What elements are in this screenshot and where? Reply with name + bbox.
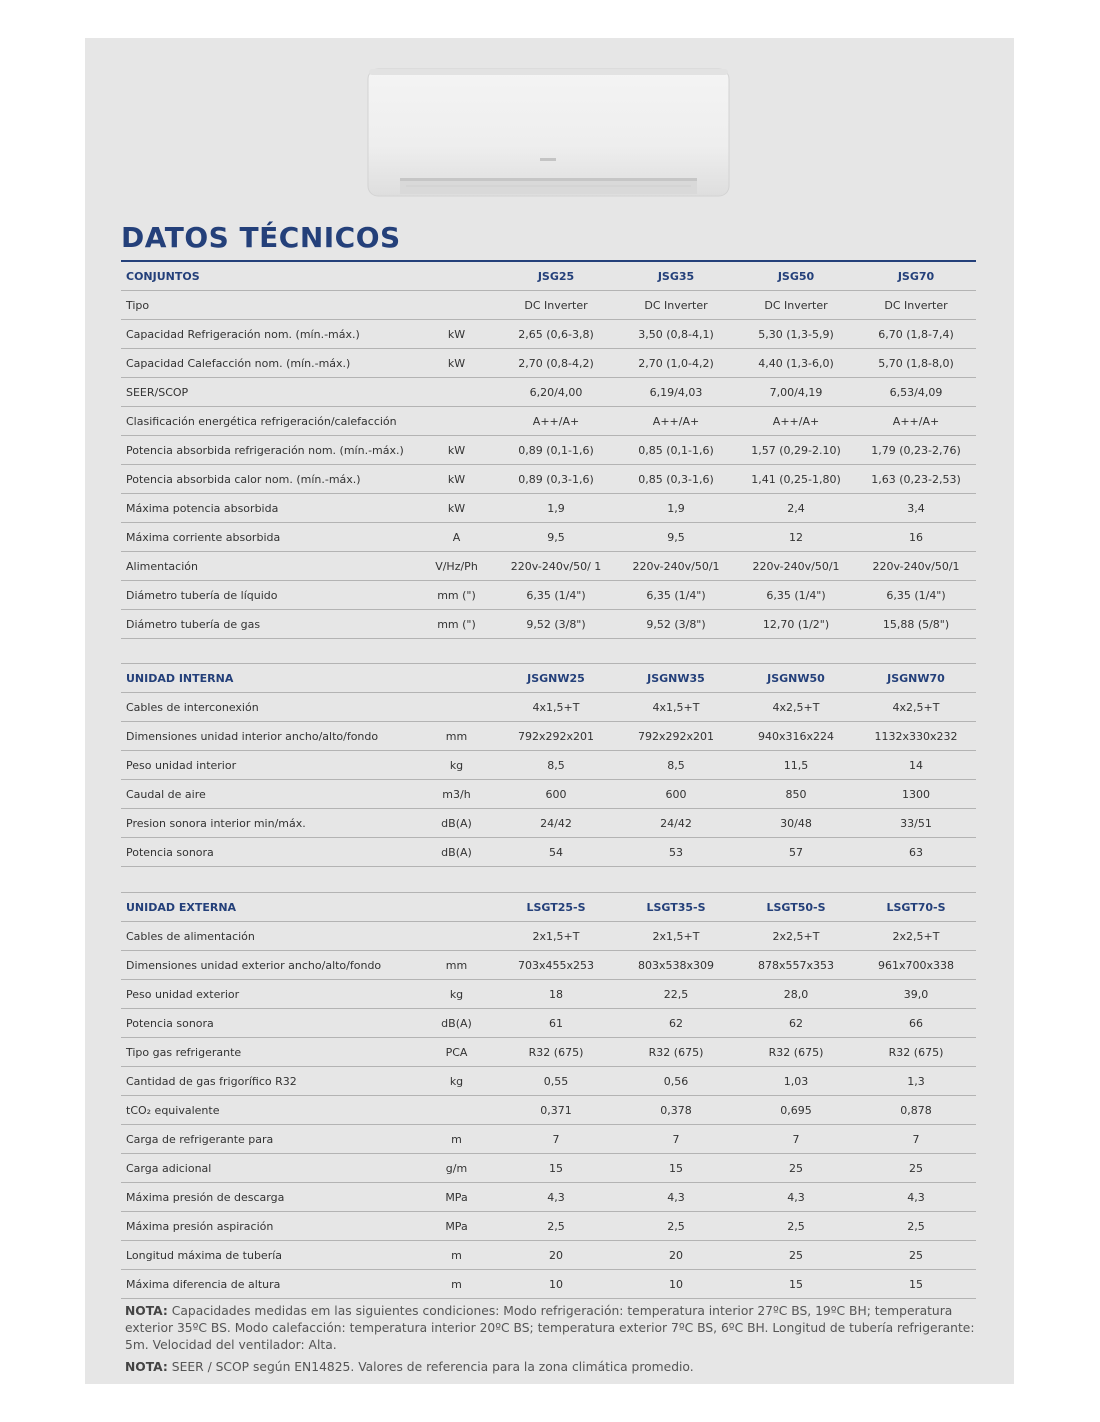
row-unit: mm ("): [417, 610, 496, 639]
row-unit: [417, 693, 496, 722]
row-unit: [417, 291, 496, 320]
row-value: 61: [496, 1009, 616, 1038]
row-value: 0,56: [616, 1067, 736, 1096]
model-heading: JSG50: [736, 261, 856, 291]
table-row: [121, 1067, 976, 1096]
row-value: A++/A+: [856, 407, 976, 436]
row-unit: kg: [417, 1067, 496, 1096]
row-value: 792x292x201: [496, 722, 616, 751]
row-value: 2,4: [736, 494, 856, 523]
conjuntos-table: [121, 260, 976, 639]
row-value: 9,52 (3/8"): [496, 610, 616, 639]
row-label: Diámetro tubería de gas: [121, 610, 417, 639]
row-value: 54: [496, 838, 616, 867]
row-label: Carga de refrigerante para: [121, 1125, 417, 1154]
row-value: 2x2,5+T: [856, 922, 976, 951]
note: [125, 1359, 980, 1376]
row-value: 4x2,5+T: [736, 693, 856, 722]
row-label: Clasificación energética refrigeración/calefacción: [121, 407, 417, 436]
row-label: Máxima diferencia de altura: [121, 1270, 417, 1299]
row-value: 2,65 (0,6-3,8): [496, 320, 616, 349]
table-row: [121, 436, 976, 465]
row-label: Cables de interconexión: [121, 693, 417, 722]
table-header-row: [121, 664, 976, 693]
row-unit: [417, 407, 496, 436]
row-unit: MPa: [417, 1212, 496, 1241]
model-heading: LSGT50-S: [736, 893, 856, 922]
row-label: Cantidad de gas frigorífico R32: [121, 1067, 417, 1096]
row-label: Máxima potencia absorbida: [121, 494, 417, 523]
row-value: 600: [496, 780, 616, 809]
row-value: 10: [616, 1270, 736, 1299]
row-value: 961x700x338: [856, 951, 976, 980]
row-value: 0,371: [496, 1096, 616, 1125]
row-value: 6,35 (1/4"): [736, 581, 856, 610]
row-value: 792x292x201: [616, 722, 736, 751]
row-value: 62: [736, 1009, 856, 1038]
table-row: [121, 465, 976, 494]
row-value: 7: [856, 1125, 976, 1154]
table-row: [121, 922, 976, 951]
row-value: 600: [616, 780, 736, 809]
row-value: 25: [856, 1241, 976, 1270]
section-heading: UNIDAD EXTERNA: [121, 893, 417, 922]
row-value: 0,89 (0,1-1,6): [496, 436, 616, 465]
row-value: 8,5: [616, 751, 736, 780]
row-label: tCO₂ equivalente: [121, 1096, 417, 1125]
row-unit: dB(A): [417, 1009, 496, 1038]
row-value: DC Inverter: [496, 291, 616, 320]
row-value: 6,35 (1/4"): [496, 581, 616, 610]
row-value: 0,85 (0,1-1,6): [616, 436, 736, 465]
note-text: Capacidades medidas em las siguientes condiciones: Modo refrigeración: temperatura interior 27ºC BS, 19ºC BH; temperatura exterior 35ºC BS. Modo calefacción: temperatura interior 20ºC BS; temperatura exterior 7ºC BS, 6ºC BH. Longitud de tubería refrigerante: 5m. Velocidad del ventilador: Alta.: [125, 1304, 975, 1352]
row-value: R32 (675): [496, 1038, 616, 1067]
table-row: [121, 1270, 976, 1299]
row-value: 28,0: [736, 980, 856, 1009]
row-value: 1300: [856, 780, 976, 809]
row-value: 20: [496, 1241, 616, 1270]
table-row: [121, 1154, 976, 1183]
row-value: 9,5: [496, 523, 616, 552]
row-value: 2x1,5+T: [496, 922, 616, 951]
row-value: 10: [496, 1270, 616, 1299]
row-value: 9,5: [616, 523, 736, 552]
row-value: 39,0: [856, 980, 976, 1009]
section-heading: CONJUNTOS: [121, 261, 417, 291]
row-value: R32 (675): [616, 1038, 736, 1067]
model-heading: JSG25: [496, 261, 616, 291]
row-value: 878x557x353: [736, 951, 856, 980]
table-row: [121, 1096, 976, 1125]
table-row: [121, 581, 976, 610]
row-unit: m: [417, 1270, 496, 1299]
row-unit: dB(A): [417, 809, 496, 838]
row-value: R32 (675): [856, 1038, 976, 1067]
row-value: 1,3: [856, 1067, 976, 1096]
row-label: Dimensiones unidad exterior ancho/alto/fondo: [121, 951, 417, 980]
row-value: 940x316x224: [736, 722, 856, 751]
row-unit: kg: [417, 751, 496, 780]
model-heading: JSG70: [856, 261, 976, 291]
row-label: Tipo gas refrigerante: [121, 1038, 417, 1067]
row-unit: kW: [417, 320, 496, 349]
row-value: 4,40 (1,3-6,0): [736, 349, 856, 378]
row-value: 4,3: [496, 1183, 616, 1212]
row-value: 6,20/4,00: [496, 378, 616, 407]
section-heading: UNIDAD INTERNA: [121, 664, 417, 693]
row-value: DC Inverter: [616, 291, 736, 320]
row-label: Presion sonora interior min/máx.: [121, 809, 417, 838]
row-value: 63: [856, 838, 976, 867]
row-label: Potencia sonora: [121, 1009, 417, 1038]
note: [125, 1303, 980, 1354]
model-heading: LSGT25-S: [496, 893, 616, 922]
unit-heading: [417, 261, 496, 291]
row-value: 2,5: [856, 1212, 976, 1241]
row-value: 4x1,5+T: [616, 693, 736, 722]
row-value: 2,5: [736, 1212, 856, 1241]
row-value: 15,88 (5/8"): [856, 610, 976, 639]
model-heading: JSGNW70: [856, 664, 976, 693]
row-value: 12: [736, 523, 856, 552]
row-value: 0,878: [856, 1096, 976, 1125]
row-value: 24/42: [496, 809, 616, 838]
row-label: Máxima corriente absorbida: [121, 523, 417, 552]
model-heading: JSGNW35: [616, 664, 736, 693]
table-row: [121, 1125, 976, 1154]
table-row: [121, 1038, 976, 1067]
row-value: 24/42: [616, 809, 736, 838]
row-value: 22,5: [616, 980, 736, 1009]
table-header-row: [121, 893, 976, 922]
row-value: 220v-240v/50/1: [616, 552, 736, 581]
row-value: 1,57 (0,29-2.10): [736, 436, 856, 465]
row-unit: dB(A): [417, 838, 496, 867]
row-unit: mm ("): [417, 581, 496, 610]
row-value: 9,52 (3/8"): [616, 610, 736, 639]
row-value: 15: [856, 1270, 976, 1299]
row-value: 6,35 (1/4"): [856, 581, 976, 610]
row-value: 0,85 (0,3-1,6): [616, 465, 736, 494]
row-value: 25: [736, 1241, 856, 1270]
row-value: R32 (675): [736, 1038, 856, 1067]
row-unit: kg: [417, 980, 496, 1009]
row-label: Capacidad Calefacción nom. (mín.-máx.): [121, 349, 417, 378]
row-value: 7,00/4,19: [736, 378, 856, 407]
row-value: A++/A+: [736, 407, 856, 436]
row-value: 0,55: [496, 1067, 616, 1096]
row-value: 20: [616, 1241, 736, 1270]
row-value: 12,70 (1/2"): [736, 610, 856, 639]
row-unit: m: [417, 1241, 496, 1270]
row-value: 6,53/4,09: [856, 378, 976, 407]
unit-heading: [417, 893, 496, 922]
row-label: Cables de alimentación: [121, 922, 417, 951]
row-value: 803x538x309: [616, 951, 736, 980]
row-value: 3,4: [856, 494, 976, 523]
table-row: [121, 1009, 976, 1038]
row-label: Dimensiones unidad interior ancho/alto/fondo: [121, 722, 417, 751]
table-row: [121, 1241, 976, 1270]
row-value: 5,70 (1,8-8,0): [856, 349, 976, 378]
row-value: 18: [496, 980, 616, 1009]
row-label: Tipo: [121, 291, 417, 320]
row-label: Potencia absorbida calor nom. (mín.-máx.): [121, 465, 417, 494]
row-value: 1,9: [496, 494, 616, 523]
row-value: 220v-240v/50/1: [856, 552, 976, 581]
row-value: 25: [736, 1154, 856, 1183]
row-unit: [417, 1096, 496, 1125]
row-value: 57: [736, 838, 856, 867]
row-unit: mm: [417, 722, 496, 751]
row-unit: kW: [417, 465, 496, 494]
row-value: 15: [496, 1154, 616, 1183]
row-value: 4x2,5+T: [856, 693, 976, 722]
row-value: 14: [856, 751, 976, 780]
row-value: 33/51: [856, 809, 976, 838]
row-label: Alimentación: [121, 552, 417, 581]
row-value: 2,5: [616, 1212, 736, 1241]
table-row: [121, 523, 976, 552]
row-label: Longitud máxima de tubería: [121, 1241, 417, 1270]
table-row: [121, 349, 976, 378]
row-value: A++/A+: [616, 407, 736, 436]
table-row: [121, 780, 976, 809]
row-value: 1,03: [736, 1067, 856, 1096]
table-row: [121, 751, 976, 780]
row-unit: [417, 922, 496, 951]
row-value: 4,3: [736, 1183, 856, 1212]
row-value: 8,5: [496, 751, 616, 780]
table-row: [121, 494, 976, 523]
row-label: SEER/SCOP: [121, 378, 417, 407]
row-label: Caudal de aire: [121, 780, 417, 809]
model-heading: LSGT70-S: [856, 893, 976, 922]
unidad-interna-table: [121, 663, 976, 867]
model-heading: JSGNW25: [496, 664, 616, 693]
table-row: [121, 1212, 976, 1241]
row-unit: PCA: [417, 1038, 496, 1067]
row-value: 66: [856, 1009, 976, 1038]
row-unit: V/Hz/Ph: [417, 552, 496, 581]
row-value: 0,378: [616, 1096, 736, 1125]
row-value: 220v-240v/50/1: [736, 552, 856, 581]
row-label: Potencia absorbida refrigeración nom. (mín.-máx.): [121, 436, 417, 465]
model-heading: LSGT35-S: [616, 893, 736, 922]
row-value: 0,89 (0,3-1,6): [496, 465, 616, 494]
row-value: 4,3: [616, 1183, 736, 1212]
row-unit: kW: [417, 349, 496, 378]
row-unit: kW: [417, 494, 496, 523]
row-unit: A: [417, 523, 496, 552]
row-value: 7: [736, 1125, 856, 1154]
row-value: 1,79 (0,23-2,76): [856, 436, 976, 465]
unidad-externa-table: [121, 892, 976, 1299]
air-conditioner-image: [366, 68, 731, 197]
row-label: Potencia sonora: [121, 838, 417, 867]
page-title: DATOS TÉCNICOS: [121, 221, 401, 254]
row-label: Máxima presión aspiración: [121, 1212, 417, 1241]
row-value: 53: [616, 838, 736, 867]
row-value: 2,70 (1,0-4,2): [616, 349, 736, 378]
row-value: 6,19/4,03: [616, 378, 736, 407]
note-text: SEER / SCOP según EN14825. Valores de referencia para la zona climática promedio.: [171, 1360, 694, 1374]
table-row: [121, 951, 976, 980]
unit-heading: [417, 664, 496, 693]
note-prefix: NOTA:: [125, 1304, 168, 1318]
row-value: 2x2,5+T: [736, 922, 856, 951]
row-unit: [417, 378, 496, 407]
row-value: 850: [736, 780, 856, 809]
row-label: Diámetro tubería de líquido: [121, 581, 417, 610]
row-value: DC Inverter: [736, 291, 856, 320]
row-value: 1,41 (0,25-1,80): [736, 465, 856, 494]
row-value: 4x1,5+T: [496, 693, 616, 722]
row-unit: MPa: [417, 1183, 496, 1212]
row-value: DC Inverter: [856, 291, 976, 320]
row-value: 1,63 (0,23-2,53): [856, 465, 976, 494]
row-value: 2x1,5+T: [616, 922, 736, 951]
table-row: [121, 320, 976, 349]
table-row: [121, 693, 976, 722]
table-row: [121, 722, 976, 751]
table-row: [121, 980, 976, 1009]
model-heading: JSG35: [616, 261, 736, 291]
row-value: 5,30 (1,3-5,9): [736, 320, 856, 349]
row-value: 62: [616, 1009, 736, 1038]
notes: [125, 1303, 980, 1381]
row-value: 7: [616, 1125, 736, 1154]
row-label: Máxima presión de descarga: [121, 1183, 417, 1212]
table-row: [121, 378, 976, 407]
row-label: Carga adicional: [121, 1154, 417, 1183]
row-label: Peso unidad interior: [121, 751, 417, 780]
table-row: [121, 610, 976, 639]
table-row: [121, 552, 976, 581]
row-value: 15: [736, 1270, 856, 1299]
row-unit: g/m: [417, 1154, 496, 1183]
row-label: Capacidad Refrigeración nom. (mín.-máx.): [121, 320, 417, 349]
table-row: [121, 291, 976, 320]
table-row: [121, 838, 976, 867]
row-unit: kW: [417, 436, 496, 465]
row-value: 1,9: [616, 494, 736, 523]
table-row: [121, 809, 976, 838]
row-value: 4,3: [856, 1183, 976, 1212]
row-value: 6,35 (1/4"): [616, 581, 736, 610]
row-value: 15: [616, 1154, 736, 1183]
row-unit: mm: [417, 951, 496, 980]
row-value: 2,5: [496, 1212, 616, 1241]
note-prefix: NOTA:: [125, 1360, 168, 1374]
row-label: Peso unidad exterior: [121, 980, 417, 1009]
table-row: [121, 407, 976, 436]
row-unit: m3/h: [417, 780, 496, 809]
row-value: 25: [856, 1154, 976, 1183]
row-value: 3,50 (0,8-4,1): [616, 320, 736, 349]
row-unit: m: [417, 1125, 496, 1154]
row-value: 0,695: [736, 1096, 856, 1125]
row-value: 2,70 (0,8-4,2): [496, 349, 616, 378]
row-value: 6,70 (1,8-7,4): [856, 320, 976, 349]
table-row: [121, 1183, 976, 1212]
row-value: 703x455x253: [496, 951, 616, 980]
model-heading: JSGNW50: [736, 664, 856, 693]
row-value: 30/48: [736, 809, 856, 838]
table-header-row: [121, 261, 976, 291]
row-value: 1132x330x232: [856, 722, 976, 751]
row-value: 7: [496, 1125, 616, 1154]
row-value: A++/A+: [496, 407, 616, 436]
row-value: 11,5: [736, 751, 856, 780]
row-value: 220v-240v/50/ 1: [496, 552, 616, 581]
row-value: 16: [856, 523, 976, 552]
